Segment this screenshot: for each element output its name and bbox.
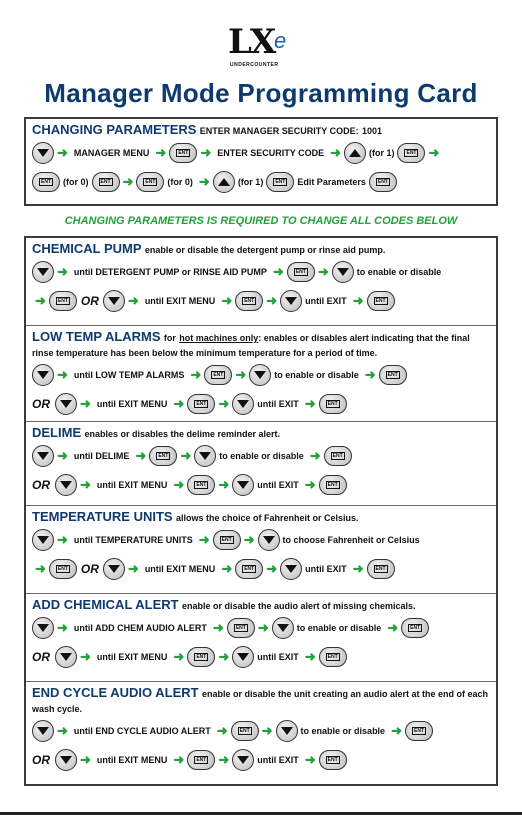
- or-label: OR: [32, 649, 50, 664]
- green-arrow-icon: ➜: [198, 531, 210, 547]
- section-desc: enable or disable the unit creating an audio alert at the end of each wash cycle.: [32, 689, 489, 714]
- logo-sub: UNDERCOUNTER: [230, 62, 279, 68]
- bottom-rule: [0, 812, 522, 815]
- enter-button[interactable]: ENT: [187, 647, 215, 667]
- down-arrow-icon: [277, 624, 289, 632]
- green-arrow-icon: ➜: [173, 395, 185, 411]
- green-arrow-icon: ➜: [266, 560, 278, 576]
- manager-menu-text: MANAGER MENU: [73, 147, 150, 158]
- green-arrow-icon: ➜: [127, 292, 139, 308]
- green-arrow-icon: ➜: [80, 395, 91, 411]
- green-arrow-icon: ➜: [198, 173, 210, 189]
- action-text: to enable or disable: [356, 266, 442, 277]
- until-exit-text: until EXIT: [305, 295, 347, 306]
- green-arrow-icon: ➜: [173, 648, 185, 664]
- action-text: to enable or disable: [296, 622, 382, 633]
- until-exit-text: until EXIT: [257, 651, 299, 662]
- green-arrow-icon: ➜: [127, 560, 139, 576]
- for0-text: (for 0): [63, 176, 89, 187]
- enter-button[interactable]: ENT: [324, 446, 352, 466]
- green-arrow-icon: ➜: [218, 395, 230, 411]
- until-text: until END CYCLE AUDIO ALERT: [73, 725, 211, 736]
- enter-button[interactable]: ENT: [235, 559, 263, 579]
- down-arrow-icon: [37, 624, 49, 632]
- section-desc: for: [163, 333, 176, 343]
- section-desc: enable or disable the detergent pump or rinse aid pump.: [144, 245, 386, 255]
- enter-button[interactable]: ENT: [149, 446, 177, 466]
- green-arrow-icon: ➜: [317, 263, 329, 279]
- down-arrow-icon: [337, 268, 349, 276]
- down-button[interactable]: [32, 142, 54, 164]
- green-arrow-icon: ➜: [257, 619, 269, 635]
- green-arrow-icon: ➜: [272, 263, 284, 279]
- down-button[interactable]: [258, 529, 280, 551]
- for0-text: (for 0): [167, 176, 193, 187]
- enter-button[interactable]: ENT: [367, 559, 395, 579]
- enter-button[interactable]: ENT: [319, 647, 347, 667]
- green-arrow-icon: ➜: [80, 476, 91, 492]
- until-exit-menu-text: until EXIT MENU: [144, 563, 216, 574]
- green-arrow-icon: ➜: [304, 648, 316, 664]
- enter-code-text: ENTER SECURITY CODE: [217, 147, 325, 158]
- down-arrow-icon: [37, 268, 49, 276]
- action-text: to enable or disable: [219, 450, 304, 461]
- down-arrow-icon: [108, 297, 120, 305]
- or-label: OR: [32, 396, 50, 411]
- until-text: until LOW TEMP ALARMS: [73, 369, 185, 380]
- temperature-units-section: [26, 506, 496, 594]
- enter-button[interactable]: ENT: [266, 172, 294, 192]
- or-label: OR: [32, 752, 50, 767]
- green-arrow-icon: ➜: [221, 292, 233, 308]
- enter-button[interactable]: ENT: [204, 365, 232, 385]
- up-arrow-icon: [218, 178, 230, 186]
- green-arrow-icon: ➜: [218, 751, 230, 767]
- down-button[interactable]: [272, 617, 294, 639]
- green-arrow-icon: ➜: [216, 722, 228, 738]
- down-arrow-icon: [60, 756, 72, 764]
- enter-button[interactable]: ENT: [287, 262, 315, 282]
- down-button[interactable]: [32, 529, 54, 551]
- green-arrow-icon: ➜: [200, 144, 212, 160]
- green-arrow-icon: ➜: [180, 447, 192, 463]
- section-title: LOW TEMP ALARMS: [32, 329, 161, 344]
- green-arrow-icon: ➜: [122, 173, 134, 189]
- until-text: until TEMPERATURE UNITS: [73, 534, 193, 545]
- green-arrow-icon: ➜: [304, 395, 316, 411]
- add-chemical-alert-section: [26, 594, 496, 682]
- down-arrow-icon: [285, 565, 297, 573]
- enter-button[interactable]: ENT: [379, 365, 407, 385]
- lx-logo: [228, 22, 298, 72]
- code-label: ENTER MANAGER SECURITY CODE:: [199, 126, 359, 136]
- green-arrow-icon: ➜: [330, 144, 341, 160]
- logo-e: e: [274, 28, 287, 53]
- green-arrow-icon: ➜: [35, 560, 46, 576]
- changing-parameters-section: [26, 119, 496, 196]
- green-arrow-icon: ➜: [155, 144, 167, 160]
- down-arrow-icon: [254, 371, 266, 379]
- down-button[interactable]: [55, 749, 77, 771]
- section-desc: : enables or disables alert indicating that the final rinse temperature has been below the minimum temperature for a period of time.: [32, 333, 470, 358]
- green-arrow-icon: ➜: [243, 531, 255, 547]
- green-arrow-icon: ➜: [266, 292, 278, 308]
- down-arrow-icon: [237, 653, 249, 661]
- chemical-pump-section: [26, 238, 496, 326]
- changing-title: CHANGING PARAMETERS: [32, 122, 197, 137]
- green-arrow-icon: ➜: [428, 144, 440, 160]
- green-arrow-icon: ➜: [352, 292, 364, 308]
- until-exit-menu-text: until EXIT MENU: [96, 479, 168, 490]
- up-button[interactable]: [344, 142, 366, 164]
- green-arrow-icon: ➜: [173, 751, 185, 767]
- action-text: to choose Fahrenheit or Celsius: [282, 534, 420, 545]
- down-arrow-icon: [37, 727, 49, 735]
- down-arrow-icon: [60, 400, 72, 408]
- green-arrow-icon: ➜: [235, 366, 247, 382]
- green-arrow-icon: ➜: [387, 619, 399, 635]
- enter-button[interactable]: ENT: [367, 291, 395, 311]
- down-arrow-icon: [108, 565, 120, 573]
- green-arrow-icon: ➜: [304, 751, 316, 767]
- section-title: ADD CHEMICAL ALERT: [32, 597, 179, 612]
- down-arrow-icon: [60, 653, 72, 661]
- enter-button[interactable]: ENT: [227, 618, 255, 638]
- down-button[interactable]: [55, 474, 77, 496]
- green-arrow-icon: ➜: [57, 722, 68, 738]
- green-arrow-icon: ➜: [212, 619, 224, 635]
- down-button[interactable]: [232, 474, 254, 496]
- green-arrow-icon: ➜: [35, 292, 46, 308]
- section-title: DELIME: [32, 425, 82, 440]
- enter-button[interactable]: ENT: [319, 394, 347, 414]
- enter-button[interactable]: ENT: [401, 618, 429, 638]
- enter-button[interactable]: ENT: [405, 721, 433, 741]
- up-button[interactable]: [213, 171, 235, 193]
- enter-button[interactable]: ENT: [235, 291, 263, 311]
- until-text: until DETERGENT PUMP or RINSE AID PUMP: [73, 266, 267, 277]
- down-button[interactable]: [32, 617, 54, 639]
- enter-button[interactable]: ENT: [319, 475, 347, 495]
- green-arrow-icon: ➜: [173, 476, 185, 492]
- green-arrow-icon: ➜: [364, 366, 376, 382]
- green-arrow-icon: ➜: [261, 722, 273, 738]
- enter-button[interactable]: ENT: [49, 559, 77, 579]
- down-arrow-icon: [237, 400, 249, 408]
- enter-button[interactable]: ENT: [187, 475, 215, 495]
- until-text: until ADD CHEM AUDIO ALERT: [73, 622, 207, 633]
- enter-button[interactable]: ENT: [213, 530, 241, 550]
- down-arrow-icon: [37, 371, 49, 379]
- section-desc-underlined: hot machines only: [179, 333, 259, 343]
- green-arrow-icon: ➜: [304, 476, 316, 492]
- low-temp-section: [26, 326, 496, 422]
- down-button[interactable]: [280, 290, 302, 312]
- enter-button[interactable]: ENT: [49, 291, 77, 311]
- down-arrow-icon: [37, 149, 49, 157]
- or-label: OR: [80, 561, 99, 576]
- down-arrow-icon: [237, 481, 249, 489]
- enter-button[interactable]: ENT: [136, 172, 164, 192]
- enter-button[interactable]: ENT: [231, 721, 259, 741]
- down-arrow-icon: [37, 536, 49, 544]
- until-exit-text: until EXIT: [257, 479, 299, 490]
- until-exit-text: until EXIT: [305, 563, 347, 574]
- down-arrow-icon: [199, 452, 211, 460]
- down-button[interactable]: [103, 558, 125, 580]
- until-exit-menu-text: until EXIT MENU: [96, 651, 168, 662]
- delime-section: [26, 422, 496, 506]
- settings-box: [24, 236, 498, 786]
- enter-button[interactable]: ENT: [92, 172, 120, 192]
- down-button[interactable]: [280, 558, 302, 580]
- down-button[interactable]: [194, 445, 216, 467]
- green-arrow-icon: ➜: [57, 447, 68, 463]
- down-button[interactable]: [332, 261, 354, 283]
- green-arrow-icon: ➜: [391, 722, 402, 738]
- until-exit-text: until EXIT: [257, 398, 299, 409]
- or-label: OR: [80, 293, 99, 308]
- green-arrow-icon: ➜: [309, 447, 321, 463]
- enter-button[interactable]: ENT: [187, 750, 215, 770]
- required-note: CHANGING PARAMETERS IS REQUIRED TO CHANGE ALL CODES BELOW: [64, 215, 458, 227]
- for1-text: (for 1): [237, 176, 264, 187]
- down-arrow-icon: [60, 481, 72, 489]
- down-button[interactable]: [32, 720, 54, 742]
- enter-button[interactable]: ENT: [169, 143, 197, 163]
- green-arrow-icon: ➜: [352, 560, 364, 576]
- down-button[interactable]: [32, 445, 54, 467]
- down-arrow-icon: [37, 452, 49, 460]
- enter-button[interactable]: ENT: [369, 172, 397, 192]
- until-text: until DELIME: [73, 450, 130, 461]
- enter-button[interactable]: ENT: [32, 172, 60, 192]
- down-button[interactable]: [249, 364, 271, 386]
- green-arrow-icon: ➜: [80, 751, 91, 767]
- green-arrow-icon: ➜: [221, 560, 233, 576]
- green-arrow-icon: ➜: [80, 648, 91, 664]
- until-exit-menu-text: until EXIT MENU: [144, 295, 216, 306]
- green-arrow-icon: ➜: [57, 263, 68, 279]
- down-arrow-icon: [281, 727, 293, 735]
- green-arrow-icon: ➜: [190, 366, 202, 382]
- down-button[interactable]: [55, 646, 77, 668]
- section-desc: allows the choice of Fahrenheit or Celsius.: [175, 513, 359, 523]
- down-button[interactable]: [103, 290, 125, 312]
- action-text: to enable or disable: [300, 725, 386, 736]
- down-arrow-icon: [237, 756, 249, 764]
- for1-text: (for 1): [368, 147, 395, 158]
- section-desc: enable or disable the audio alert of missing chemicals.: [181, 601, 416, 611]
- down-button[interactable]: [232, 646, 254, 668]
- down-arrow-icon: [263, 536, 275, 544]
- enter-button[interactable]: ENT: [319, 750, 347, 770]
- changing-row-2: [32, 167, 490, 196]
- green-arrow-icon: ➜: [218, 648, 230, 664]
- section-title: TEMPERATURE UNITS: [32, 509, 173, 524]
- enter-button[interactable]: ENT: [187, 394, 215, 414]
- section-title: END CYCLE AUDIO ALERT: [32, 685, 199, 700]
- until-exit-menu-text: until EXIT MENU: [96, 398, 168, 409]
- up-arrow-icon: [349, 149, 361, 157]
- changing-row-1: [32, 138, 490, 167]
- down-arrow-icon: [285, 297, 297, 305]
- green-arrow-icon: ➜: [57, 531, 68, 547]
- down-button[interactable]: [55, 393, 77, 415]
- edit-parameters-text: Edit Parameters: [297, 176, 366, 187]
- changing-parameters-box: [24, 117, 498, 206]
- green-arrow-icon: ➜: [218, 476, 230, 492]
- or-label: OR: [32, 477, 50, 492]
- section-desc: enables or disables the delime reminder alert.: [84, 429, 281, 439]
- down-button[interactable]: [32, 261, 54, 283]
- logo-lx: LX: [228, 22, 275, 62]
- page-title: Manager Mode Programming Card: [44, 78, 478, 108]
- down-button[interactable]: [32, 364, 54, 386]
- section-title: CHEMICAL PUMP: [32, 241, 142, 256]
- until-exit-text: until EXIT: [257, 754, 299, 765]
- green-arrow-icon: ➜: [57, 366, 68, 382]
- action-text: to enable or disable: [274, 369, 359, 380]
- enter-button[interactable]: ENT: [397, 143, 425, 163]
- end-cycle-alert-section: [26, 682, 496, 780]
- until-exit-menu-text: until EXIT MENU: [96, 754, 168, 765]
- green-arrow-icon: ➜: [57, 144, 68, 160]
- down-button[interactable]: [232, 393, 254, 415]
- down-button[interactable]: [232, 749, 254, 771]
- security-code: 1001: [361, 126, 383, 136]
- green-arrow-icon: ➜: [135, 447, 147, 463]
- green-arrow-icon: ➜: [57, 619, 68, 635]
- down-button[interactable]: [276, 720, 298, 742]
